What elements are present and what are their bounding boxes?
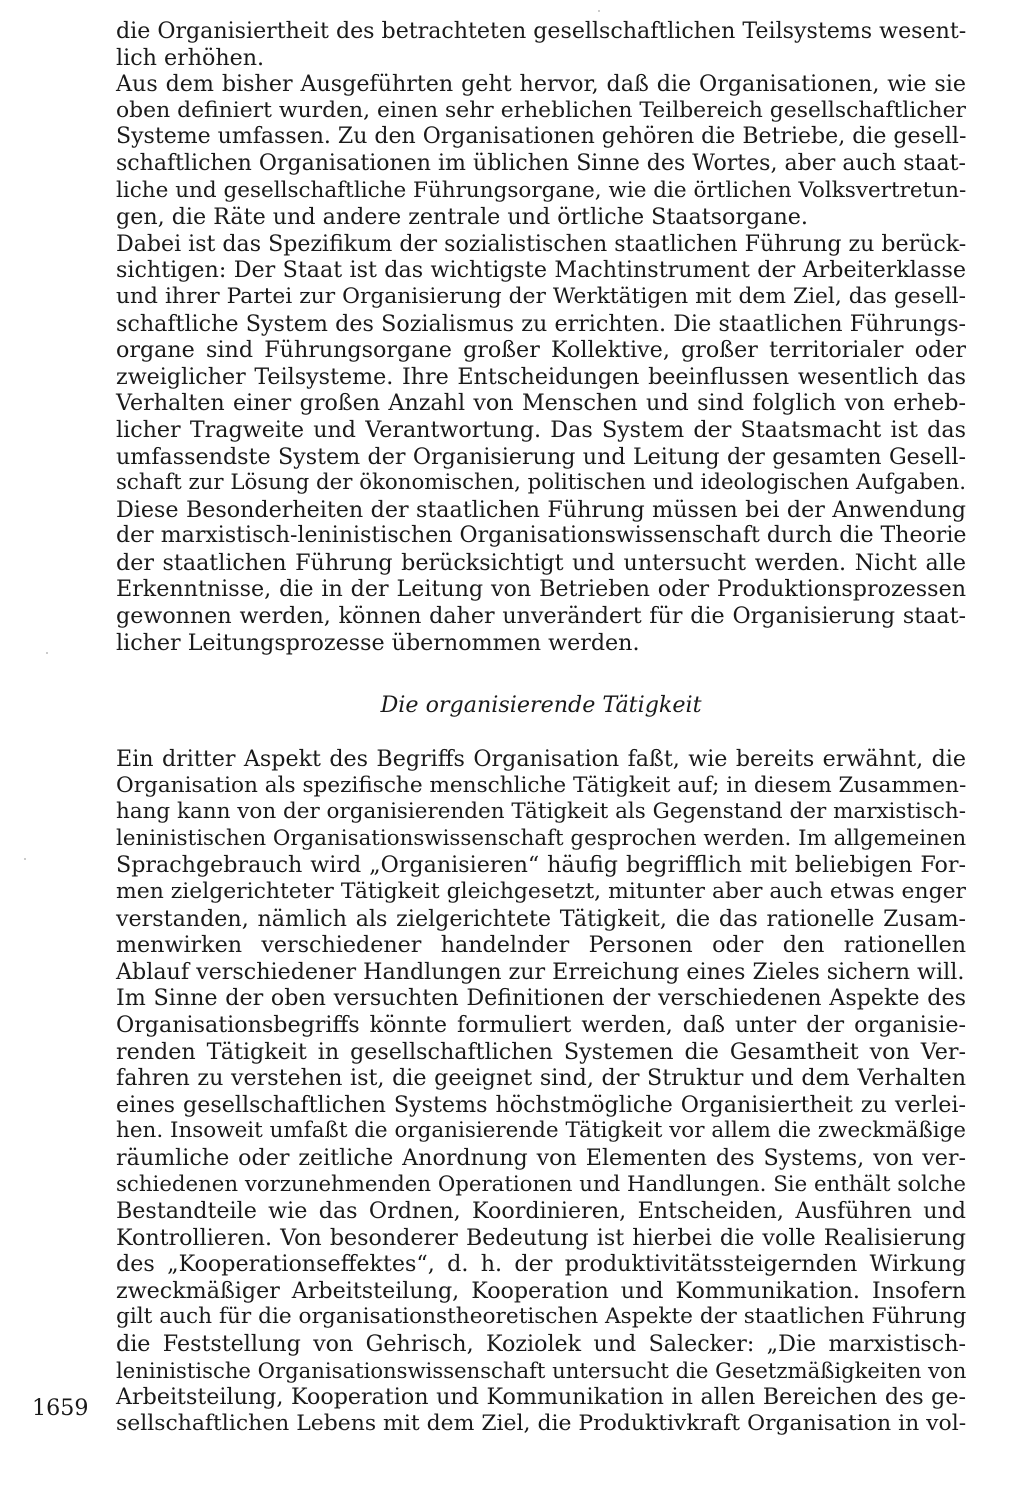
text-line: Kontrollieren. Von besonderer Bedeutung ist hierbei die volle Realisierung: [116, 1224, 966, 1251]
paragraph: [116, 231, 966, 657]
text-line: Im Sinne der oben versuchten Definitionen der verschiedenen Aspekte des: [116, 985, 966, 1012]
text-line: Dabei ist das Spezifikum der sozialistischen staatlichen Führung zu berück-: [116, 230, 967, 257]
text-line: schiedenen vorzunehmenden Operationen und Handlungen. Sie enthält solche: [116, 1171, 966, 1197]
paragraph: [116, 985, 966, 1437]
text-line: renden Tätigkeit in gesellschaftlichen Systemen die Gesamtheit von Ver-: [116, 1038, 966, 1065]
text-line: Organisationsbegriffs könnte formuliert werden, daß unter der organisie-: [116, 1011, 966, 1038]
scan-speck: [46, 652, 48, 654]
scan-speck: [24, 858, 26, 860]
text-line: des „Kooperationseffektes“, d. h. der produktivitätssteigernden Wirkung: [116, 1251, 966, 1278]
text-line: Bestandteile wie das Ordnen, Koordinieren, Entscheiden, Ausführen und: [116, 1198, 966, 1225]
text-line: gen, die Räte und andere zentrale und örtliche Staatsorgane.: [116, 204, 808, 231]
text-line: Ein dritter Aspekt des Begriffs Organisation faßt, wie bereits erwähnt, die: [116, 746, 966, 772]
text-line: fahren zu verstehen ist, die geeignet sind, der Struktur und dem Verhalten: [116, 1065, 966, 1092]
text-line: und ihrer Partei zur Organisierung der Werktätigen mit dem Ziel, das gesell-: [116, 283, 966, 309]
text-line: zweckmäßiger Arbeitsteilung, Kooperation und Kommunikation. Insofern: [116, 1277, 966, 1304]
paragraph: [116, 18, 966, 71]
text-line: Systeme umfassen. Zu den Organisationen gehören die Betriebe, die gesell-: [116, 124, 967, 150]
text-line: der staatlichen Führung berücksichtigt und untersucht werden. Nicht alle: [116, 549, 966, 576]
text-line: lich erhöhen.: [116, 44, 265, 71]
text-line: Ablauf verschiedener Handlungen zur Erreichung eines Zieles sichern will.: [116, 958, 965, 985]
section-heading: Die organisierende Tätigkeit: [380, 692, 702, 718]
text-line: Aus dem bisher Ausgeführten geht hervor, daß die Organisationen, wie sie: [116, 71, 966, 98]
text-line: liche und gesellschaftliche Führungsorgane, wie die örtlichen Volksvertretun-: [116, 177, 967, 203]
text-block-top: [116, 18, 966, 656]
text-block-bottom: [116, 746, 966, 1437]
text-line: oben definiert wurden, einen sehr erheblichen Teilbereich gesellschaftlicher: [116, 97, 966, 123]
text-line: schaft zur Lösung der ökonomischen, politischen und ideologischen Aufgaben.: [116, 470, 966, 496]
text-line: leninistische Organisationswissenschaft untersucht die Gesetzmäßigkeiten von: [116, 1357, 967, 1383]
text-line: umfassendste System der Organisierung und Leitung der gesamten Gesell-: [116, 443, 966, 470]
text-line: die Feststellung von Gehrisch, Koziolek und Salecker: „Die marxistisch-: [116, 1331, 966, 1358]
text-line: gewonnen werden, können daher unverändert für die Organisierung staat-: [116, 603, 966, 630]
text-line: licher Leitungsprozesse übernommen werden.: [116, 629, 640, 656]
text-line: räumliche oder zeitliche Anordnung von Elementen des Systems, von ver-: [116, 1144, 966, 1171]
text-line: zweiglicher Teilsysteme. Ihre Entscheidungen beeinflussen wesentlich das: [116, 363, 966, 390]
scan-speck: [598, 10, 600, 12]
text-line: hang kann von der organisierenden Tätigkeit als Gegenstand der marxistisch-: [116, 799, 966, 825]
text-line: gilt auch für die organisationstheoretischen Aspekte der staatlichen Führung: [116, 1304, 967, 1330]
text-line: organe sind Führungsorgane großer Kollektive, großer territorialer oder: [116, 337, 966, 364]
text-line: hen. Insoweit umfaßt die organisierende Tätigkeit vor allem die zweckmäßige: [116, 1118, 966, 1144]
text-line: men zielgerichteter Tätigkeit gleichgesetzt, mitunter aber auch etwas enger: [116, 878, 966, 904]
paragraph: [116, 746, 966, 985]
text-line: sellschaftlichen Lebens mit dem Ziel, die Produktivkraft Organisation in vol-: [116, 1410, 967, 1436]
page-number: 1659: [32, 1395, 89, 1421]
text-line: Verhalten einer großen Anzahl von Menschen und sind folglich von erheb-: [116, 390, 966, 417]
text-line: der marxistisch-leninistischen Organisationswissenschaft durch die Theorie: [116, 523, 967, 549]
text-line: leninistischen Organisationswissenschaft gesprochen werden. Im allgemeinen: [116, 825, 967, 851]
text-line: Diese Besonderheiten der staatlichen Führung müssen bei der Anwendung: [116, 496, 966, 523]
text-line: schaftliche System des Sozialismus zu errichten. Die staatlichen Führungs-: [116, 310, 966, 337]
text-line: Organisation als spezifische menschliche Tätigkeit auf; in diesem Zusammen-: [116, 772, 967, 798]
text-line: sichtigen: Der Staat ist das wichtigste Machtinstrument der Arbeiterklasse: [116, 257, 966, 284]
text-line: eines gesellschaftlichen Systems höchstmögliche Organisiertheit zu verlei-: [116, 1091, 966, 1118]
text-line: die Organisiertheit des betrachteten gesellschaftlichen Teilsystems wesent-: [116, 18, 967, 44]
paragraph: [116, 71, 966, 231]
text-line: verstanden, nämlich als zielgerichtete Tätigkeit, die das rationelle Zusam-: [116, 905, 966, 932]
text-line: Erkenntnisse, die in der Leitung von Betrieben oder Produktionsprozessen: [116, 576, 966, 603]
text-line: Arbeitsteilung, Kooperation und Kommunikation in allen Bereichen des ge-: [116, 1384, 966, 1411]
text-line: Sprachgebrauch wird „Organisieren“ häufig begrifflich mit beliebigen For-: [116, 852, 966, 879]
text-line: licher Tragweite und Verantwortung. Das System der Staatsmacht ist das: [116, 416, 966, 443]
text-line: schaftlichen Organisationen im üblichen Sinne des Wortes, aber auch staat-: [116, 150, 966, 176]
text-line: menwirken verschiedener handelnder Personen oder den rationellen: [116, 932, 966, 959]
